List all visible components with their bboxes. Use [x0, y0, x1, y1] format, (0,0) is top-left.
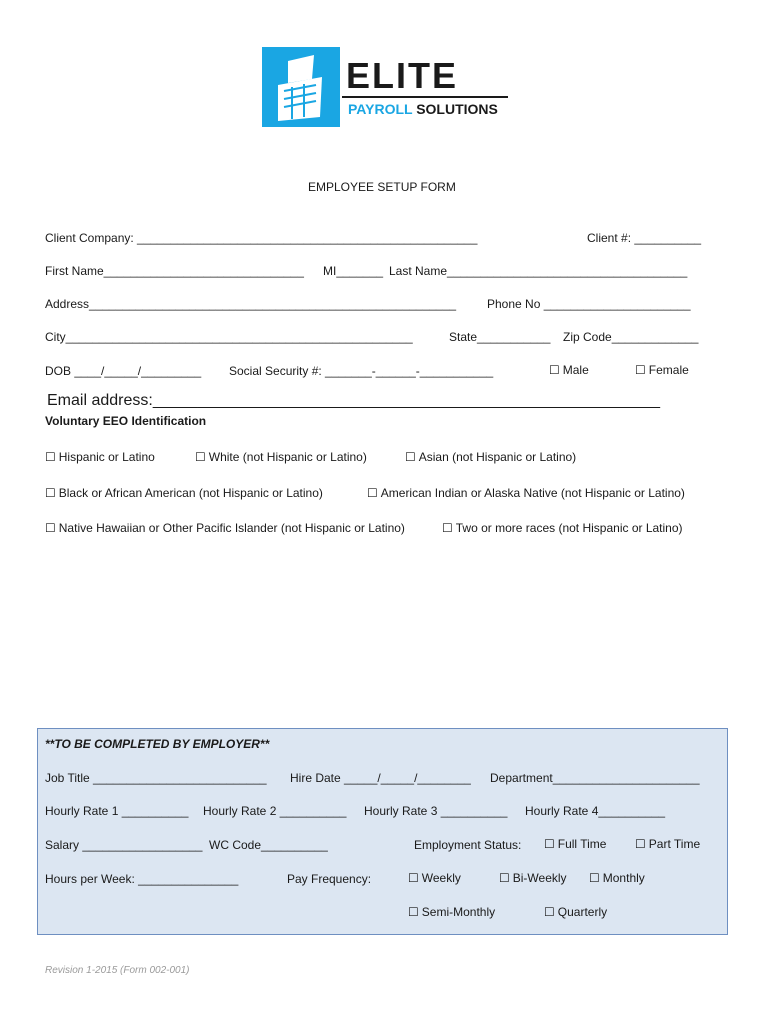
eeo-option-pacific-islander[interactable]	[45, 521, 405, 535]
logo-mark-icon	[262, 47, 340, 127]
ssn-field[interactable]: Social Security #: _______-______-___________	[229, 364, 494, 378]
full-time-option[interactable]	[544, 837, 606, 851]
eeo-section-title: Voluntary EEO Identification	[45, 414, 207, 428]
male-option[interactable]	[549, 363, 589, 377]
biweekly-option[interactable]	[499, 871, 567, 885]
full-time-label: Full Time	[557, 837, 607, 851]
eeo-option-hispanic[interactable]	[45, 450, 155, 464]
employer-section	[37, 728, 728, 935]
phone-field[interactable]: Phone No ______________________	[487, 297, 691, 311]
logo-tagline-payroll: PAYROLL	[348, 101, 413, 117]
checkbox-icon[interactable]: ☐	[544, 837, 555, 851]
department-field[interactable]: Department______________________	[490, 771, 700, 785]
checkbox-icon[interactable]: ☐	[544, 905, 555, 919]
weekly-label: Weekly	[421, 871, 461, 885]
eeo-option-label: American Indian or Alaska Native (not Hispanic or Latino)	[380, 486, 685, 500]
checkbox-icon[interactable]: ☐	[635, 363, 646, 377]
female-label: Female	[648, 363, 689, 377]
zip-code-field[interactable]: Zip Code_____________	[563, 330, 699, 344]
logo-mark	[262, 47, 340, 127]
checkbox-icon[interactable]: ☐	[408, 905, 419, 919]
logo-tagline-solutions: SOLUTIONS	[416, 101, 498, 117]
middle-initial-field[interactable]: MI_______	[323, 264, 384, 278]
eeo-option-white[interactable]	[195, 450, 367, 464]
checkbox-icon[interactable]: ☐	[589, 871, 600, 885]
state-field[interactable]: State___________	[449, 330, 551, 344]
hourly-rate-1-field[interactable]: Hourly Rate 1 __________	[45, 804, 189, 818]
quarterly-option[interactable]	[544, 905, 607, 919]
monthly-option[interactable]	[589, 871, 645, 885]
job-title-field[interactable]: Job Title __________________________	[45, 771, 267, 785]
checkbox-icon[interactable]: ☐	[45, 450, 56, 464]
checkbox-icon[interactable]: ☐	[549, 363, 560, 377]
checkbox-icon[interactable]: ☐	[499, 871, 510, 885]
email-field[interactable]: Email address:_________________________________________________________	[47, 392, 661, 409]
hourly-rate-2-field[interactable]: Hourly Rate 2 __________	[203, 804, 347, 818]
part-time-option[interactable]	[635, 837, 700, 851]
hourly-rate-4-field[interactable]: Hourly Rate 4__________	[525, 804, 666, 818]
dob-field[interactable]: DOB ____/_____/_________	[45, 364, 202, 378]
form-title: EMPLOYEE SETUP FORM	[308, 180, 456, 194]
checkbox-icon[interactable]: ☐	[405, 450, 416, 464]
hire-date-field[interactable]: Hire Date _____/_____/________	[290, 771, 471, 785]
wc-code-field[interactable]: WC Code__________	[209, 838, 328, 852]
female-option[interactable]	[635, 363, 689, 377]
quarterly-label: Quarterly	[557, 905, 608, 919]
checkbox-icon[interactable]: ☐	[635, 837, 646, 851]
hours-per-week-field[interactable]: Hours per Week: _______________	[45, 872, 239, 886]
address-field[interactable]: Address_______________________________________________________	[45, 297, 457, 311]
eeo-option-label: Two or more races (not Hispanic or Latino)	[455, 521, 683, 535]
logo-tagline	[348, 100, 498, 118]
monthly-label: Monthly	[602, 871, 645, 885]
eeo-option-label: Native Hawaiian or Other Pacific Islander (not Hispanic or Latino)	[58, 521, 405, 535]
checkbox-icon[interactable]: ☐	[45, 486, 56, 500]
eeo-option-black[interactable]	[45, 486, 323, 500]
city-field[interactable]: City____________________________________________________	[45, 330, 413, 344]
eeo-option-label: White (not Hispanic or Latino)	[208, 450, 367, 464]
client-company-field[interactable]: Client Company: ___________________________________________________	[45, 231, 478, 245]
male-label: Male	[562, 363, 589, 377]
weekly-option[interactable]	[408, 871, 461, 885]
client-number-field[interactable]: Client #: __________	[587, 231, 702, 245]
checkbox-icon[interactable]: ☐	[408, 871, 419, 885]
checkbox-icon[interactable]: ☐	[45, 521, 56, 535]
eeo-option-label: Hispanic or Latino	[58, 450, 155, 464]
eeo-option-label: Asian (not Hispanic or Latino)	[418, 450, 577, 464]
semimonthly-label: Semi-Monthly	[421, 905, 496, 919]
revision-note: Revision 1-2015 (Form 002-001)	[45, 965, 190, 976]
employer-section-heading: **TO BE COMPLETED BY EMPLOYER**	[45, 737, 270, 751]
eeo-option-label: Black or African American (not Hispanic or Latino)	[58, 486, 323, 500]
eeo-option-asian[interactable]	[405, 450, 576, 464]
eeo-option-american-indian[interactable]	[367, 486, 685, 500]
salary-field[interactable]: Salary __________________	[45, 838, 203, 852]
checkbox-icon[interactable]: ☐	[367, 486, 378, 500]
checkbox-icon[interactable]: ☐	[195, 450, 206, 464]
hourly-rate-3-field[interactable]: Hourly Rate 3 __________	[364, 804, 508, 818]
logo-wordmark: ELITE	[346, 55, 459, 96]
biweekly-label: Bi-Weekly	[512, 871, 567, 885]
part-time-label: Part Time	[648, 837, 701, 851]
employment-status-label: Employment Status:	[414, 838, 522, 852]
first-name-field[interactable]: First Name______________________________	[45, 264, 304, 278]
logo-divider	[342, 96, 508, 98]
semimonthly-option[interactable]	[408, 905, 495, 919]
pay-frequency-label: Pay Frequency:	[287, 872, 372, 886]
eeo-option-two-or-more[interactable]	[442, 521, 683, 535]
last-name-field[interactable]: Last Name____________________________________	[389, 264, 688, 278]
checkbox-icon[interactable]: ☐	[442, 521, 453, 535]
